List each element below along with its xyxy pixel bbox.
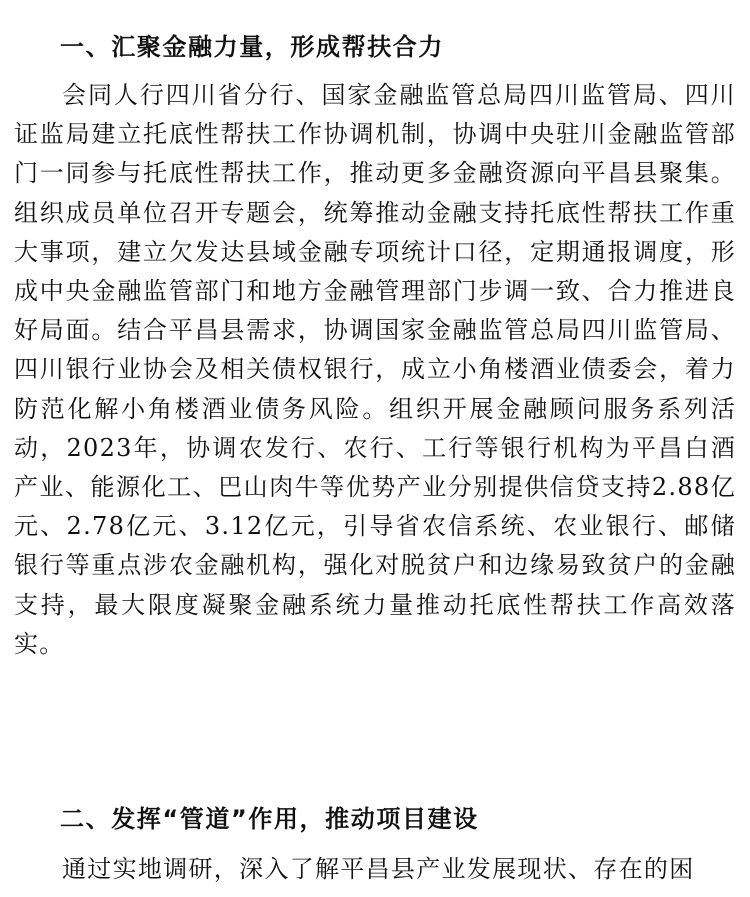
section-heading-1: 一、汇聚金融力量，形成帮扶合力 — [60, 33, 444, 61]
section-paragraph-1: 会同人行四川省分行、国家金融监管总局四川监管局、四川证监局建立托底性帮扶工作协调机制，协调中央驻川金融监管部门一同参与托底性帮扶工作，推动更多金融资源向平昌县聚集。组织成员单位召开专题会，统筹推动金融支持托底性帮扶工作重大事项，建立欠发达县域金融专项统计口径，定期通报调度，形成中央金融监管部门和地方金融管理部门步调一致、合力推进良好局面。结合平昌县需求，协调国家金融监管总局四川监管局、四川银行业协会及相关债权银行，成立小角楼酒业债委会，着力防范化解小角楼酒业债务风险。组织开展金融顾问服务系列活动，2023年，协调农发行、农行、工行等银行机构为平昌白酒产业、能源化工、巴山肉牛等优势产业分别提供信贷支持2.88亿元、2.78亿元、3.12亿元，引导省农信系统、农业银行、邮储银行等重点涉农金融机构，强化对脱贫户和边缘易致贫户的金融支持，最大限度凝聚金融系统力量推动托底性帮扶工作高效落实。 — [14, 81, 736, 658]
section-paragraph-2: 通过实地调研，深入了解平昌县产业发展现状、存在的困 — [62, 855, 695, 883]
section-heading-2: 二、发挥“管道”作用，推动项目建设 — [60, 805, 479, 833]
